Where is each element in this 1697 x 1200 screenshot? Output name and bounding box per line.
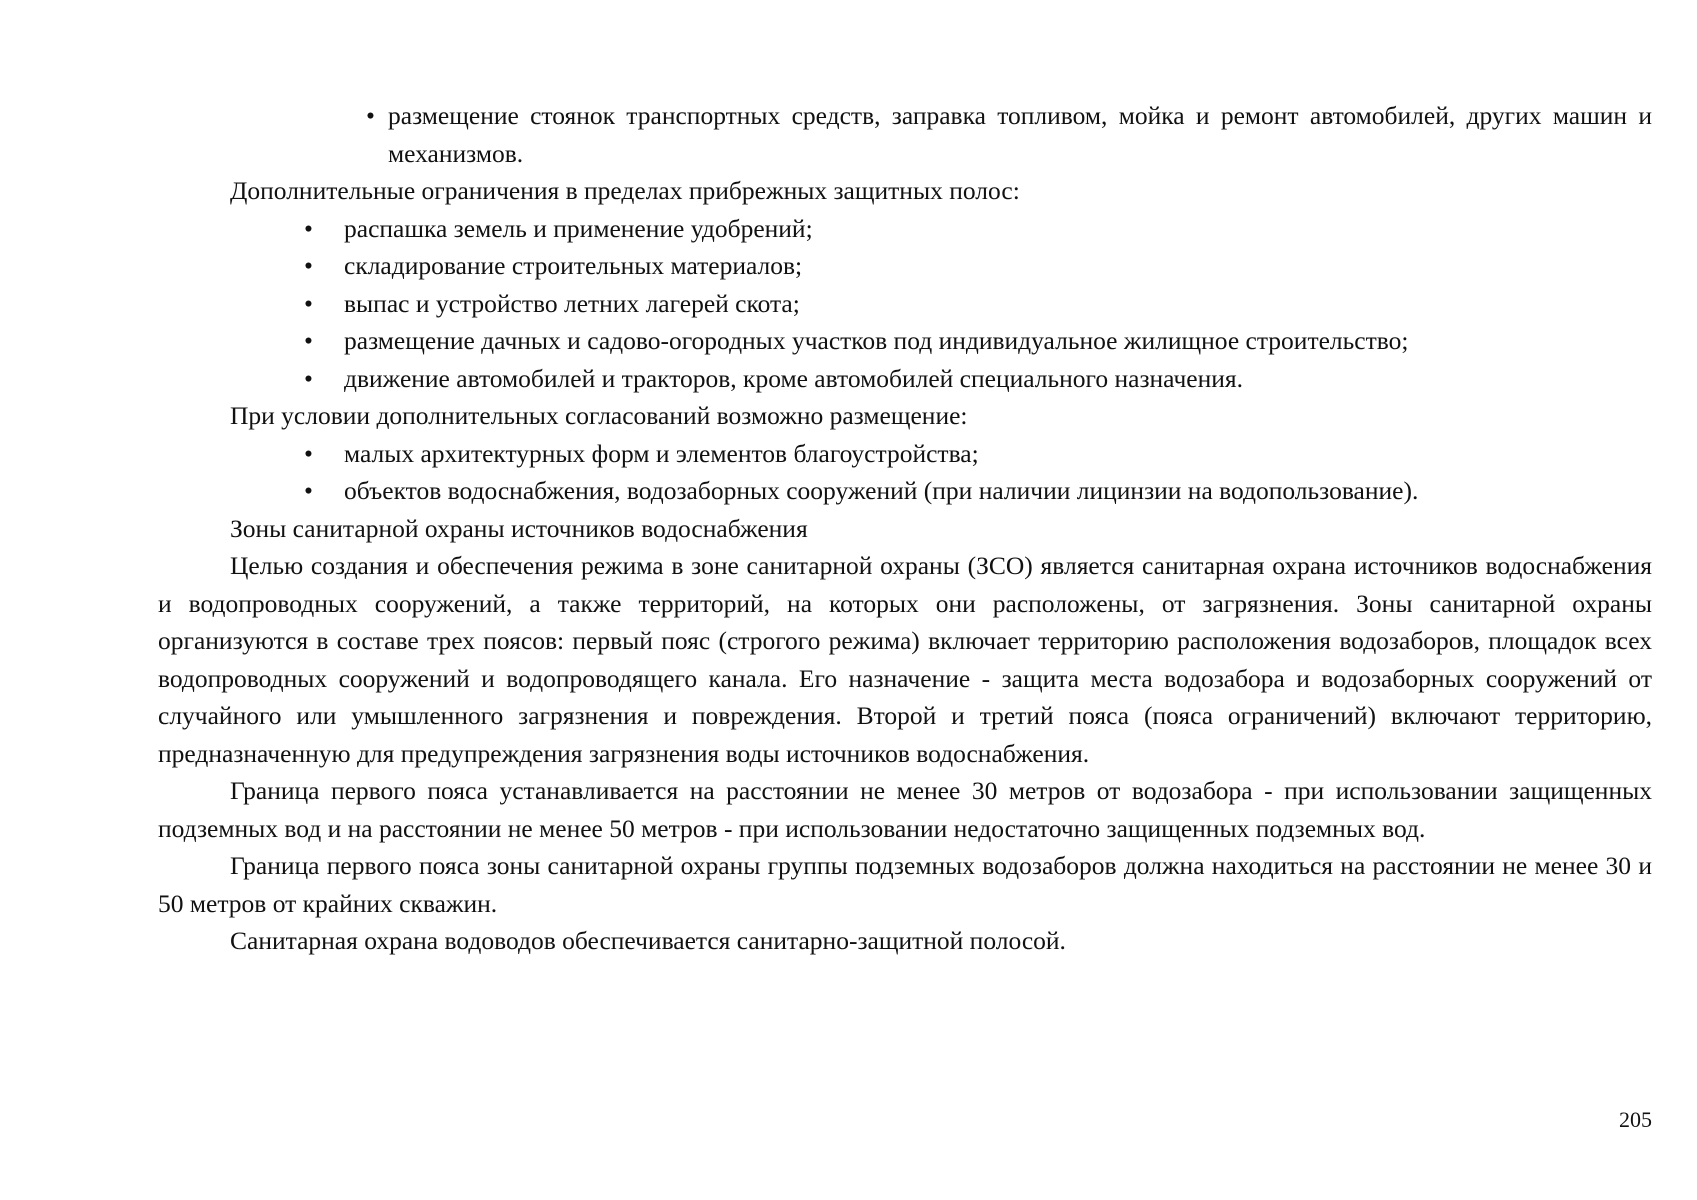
list-item-text: складирование строительных материалов; — [344, 251, 803, 280]
body-paragraph: Целью создания и обеспечения режима в зоне санитарной охраны (ЗСО) является санитарная охрана источников водоснабжения и водопроводных сооружений, а также территорий, на которых они расположены, от загрязнения. Зоны санитарной охраны организуются в составе трех поясов: первый пояс (строгого режима) включает территорию расположения водозаборов, площадок всех водопроводных сооружений и водопроводящего канала. Его назначение - защита места водозабора и водозаборных сооружений от случайного или умышленного загрязнения и повреждения. Второй и третий пояса (пояса ограничений) включают территорию, предназначенную для предупреждения загрязнения воды источников водоснабжения. — [158, 551, 1652, 768]
bullet-marker: • — [304, 363, 313, 393]
list-item-text: малых архитектурных форм и элементов благоустройства; — [344, 438, 979, 468]
body-paragraph: Граница первого пояса зоны санитарной охраны группы подземных водозаборов должна находиться на расстоянии не менее 30 и 50 метров от крайних скважин. — [158, 851, 1652, 918]
list-item-text: выпас и устройство летних лагерей скота; — [344, 288, 800, 318]
list-item — [158, 360, 1652, 398]
list-item-text: объектов водоснабжения, водозаборных сооружений (при наличии лицинзии на водопользование). — [344, 476, 1419, 505]
bullet-marker: • — [304, 213, 313, 243]
section-intro: При условии дополнительных согласований возможно размещение: — [230, 401, 968, 430]
list-item — [366, 97, 1652, 172]
document-page — [158, 97, 1652, 960]
bullet-marker: • — [304, 438, 313, 468]
list-item — [158, 435, 1652, 473]
section-intro: Дополнительные ограничения в пределах прибрежных защитных полос: — [230, 176, 1020, 205]
list-item — [158, 285, 1652, 323]
bullet-marker: • — [366, 101, 375, 130]
restrictions-list — [158, 210, 1652, 398]
bullet-marker: • — [304, 326, 313, 355]
section-heading: Зоны санитарной охраны источников водоснабжения — [230, 513, 808, 543]
list-item-text: распашка земель и применение удобрений; — [344, 213, 813, 243]
page-number: 205 — [1619, 1107, 1652, 1132]
permitted-list — [158, 435, 1652, 510]
bullet-marker: • — [304, 251, 313, 280]
body-paragraph: Санитарная охрана водоводов обеспечивается санитарно-защитной полосой. — [230, 926, 1066, 955]
list-item-text: размещение стоянок транспортных средств, заправка топливом, мойка и ремонт автомобилей, других машин и механизмов. — [388, 101, 1652, 168]
bullet-marker: • — [304, 476, 313, 505]
list-item — [158, 472, 1652, 510]
list-item-text: размещение дачных и садово-огородных участков под индивидуальное жилищное строительство; — [344, 326, 1409, 355]
body-paragraph: Граница первого пояса устанавливается на расстоянии не менее 30 метров от водозабора - при использовании защищенных подземных вод и на расстоянии не менее 50 метров - при использовании недостаточно защищенных подземных вод. — [158, 776, 1652, 843]
list-item — [158, 322, 1652, 360]
list-item — [158, 247, 1652, 285]
bullet-marker: • — [304, 288, 313, 318]
list-item — [158, 210, 1652, 248]
list-item-text: движение автомобилей и тракторов, кроме автомобилей специального назначения. — [344, 363, 1243, 393]
